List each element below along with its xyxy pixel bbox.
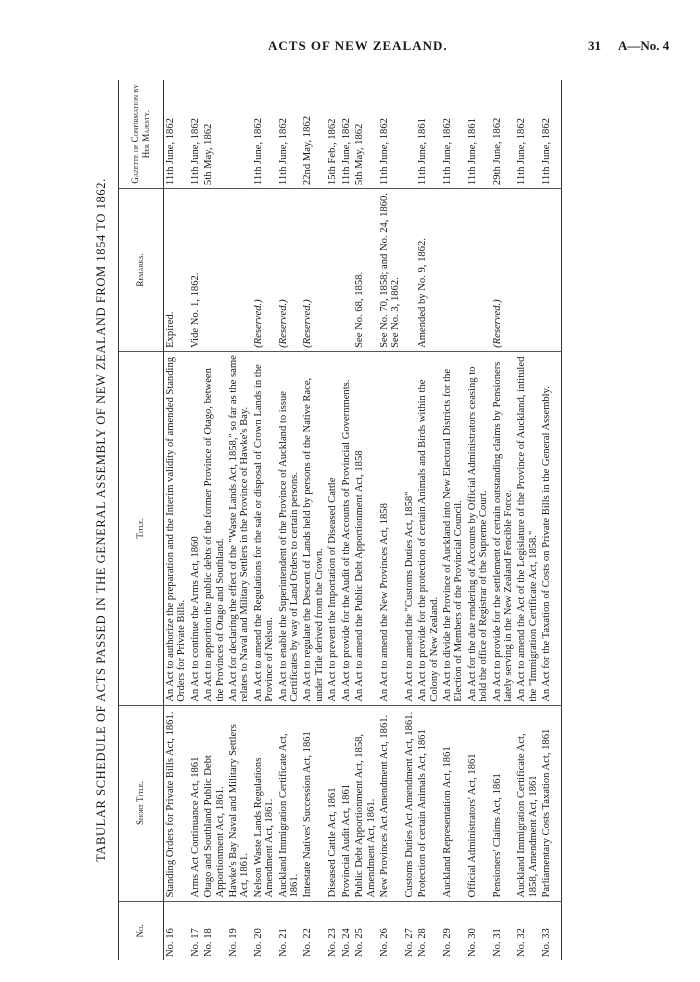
gazette-confirmation: 22nd May, 1862 — [301, 80, 326, 189]
act-remarks — [466, 189, 491, 352]
act-remarks: See No. 68, 1858. — [353, 189, 378, 352]
act-number: No. 31 — [491, 928, 503, 957]
act-title: An Act to continue the Arms Act, 1860 — [189, 351, 202, 705]
act-number: No. 17 — [189, 928, 201, 957]
act-short-title: Customs Duties Act Amendment Act, 1861. — [403, 705, 416, 901]
act-title: An Act to regulate the Descent of Lands held by persons of the Native Race, under Title derived from the Crown. — [301, 351, 326, 705]
gazette-confirmation: 11th June, 1862 — [441, 80, 466, 189]
table-row — [515, 80, 540, 960]
act-title: An Act to amend the Public Debt Apportionment Act, 1858 — [353, 351, 378, 705]
act-number: No. 29 — [441, 928, 453, 957]
table-row — [326, 80, 339, 960]
act-title: An Act to authorize the preparation and the Interim validity of amended Standing Orders for Private Bills. — [164, 351, 189, 705]
act-number: No. 23 — [327, 928, 339, 957]
act-short-title: Official Administrators' Act, 1861 — [466, 705, 491, 901]
act-remarks: See No. 70, 1858; and No. 24, 1860. See No. 3, 1862. — [378, 189, 403, 352]
column-header-short-title: Short Title. — [119, 705, 164, 901]
table-row — [277, 80, 302, 960]
gazette-confirmation: 5th May, 1862 — [353, 80, 378, 189]
gazette-confirmation: 11th June, 1862 — [164, 80, 189, 189]
act-title: An Act for declaring the effect of the "Waste Lands Act, 1858," so far as the same relates to Naval and Military Settlers in the Province of Hawke's Bay. — [227, 351, 252, 705]
act-remarks — [340, 189, 353, 352]
act-number: No. 26 — [378, 928, 390, 957]
act-number: No. 32 — [516, 928, 528, 957]
table-row — [441, 80, 466, 960]
table-row — [202, 80, 227, 960]
table-row — [378, 80, 403, 960]
act-title: An Act to divide the Province of Auckland into New Electoral Districts for the Election of Members of the Provincial Council. — [441, 351, 466, 705]
act-short-title: Diseased Cattle Act, 1861 — [326, 705, 339, 901]
act-title: An Act to amend the Regulations for the sale or disposal of Crown Lands in the Province of Nelson. — [252, 351, 277, 705]
act-title: An Act to provide for the settlement of certain outstanding claims by Pensioners lately serving in the New Zealand Fencible Force. — [491, 351, 516, 705]
act-title: An Act to enable the Superintendent of the Province of Auckland to issue Certificates by way of Land Orders to certain persons. — [277, 351, 302, 705]
act-remarks: (Reserved.) — [491, 189, 516, 352]
act-number: No. 19 — [228, 928, 240, 957]
page-header — [0, 38, 700, 58]
table-row — [189, 80, 202, 960]
gazette-confirmation: 11th June, 1862 — [540, 80, 561, 189]
gazette-confirmation: 11th June, 1862 — [189, 80, 202, 189]
act-remarks — [326, 189, 339, 352]
column-header-remarks: Remarks. — [119, 189, 164, 352]
gazette-confirmation: 11th June, 1861 — [466, 80, 491, 189]
act-short-title: Auckland Immigration Certificate Act, 1861. — [277, 705, 302, 901]
act-short-title: Nelson Waste Lands Regulations Amendment Act, 1861. — [252, 705, 277, 901]
act-remarks — [515, 189, 540, 352]
acts-schedule-table — [118, 80, 562, 960]
act-remarks — [227, 189, 252, 352]
column-header-gazette: Gazette of Confirmation by Her Majesty. — [119, 80, 164, 189]
act-remarks: (Reserved.) — [301, 189, 326, 352]
gazette-confirmation — [227, 80, 252, 189]
act-number: No. 18 — [203, 928, 215, 957]
act-title: An Act to amend the Act of the Legislature of the Province of Auckland, intituled the "Immigration Certificate Act, 1858." — [515, 351, 540, 705]
act-number: No. 21 — [277, 928, 289, 957]
act-number: No. 16 — [165, 928, 176, 957]
gazette-confirmation — [403, 80, 416, 189]
act-remarks — [202, 189, 227, 352]
schedule-title: TABULAR SCHEDULE OF ACTS PASSED IN THE GENERAL ASSEMBLY OF NEW ZEALAND FROM 1854 TO 1862. — [94, 178, 108, 862]
act-short-title: Provincial Audit Act, 1861 — [340, 705, 353, 901]
table-row — [227, 80, 252, 960]
table-row — [252, 80, 277, 960]
gazette-confirmation: 11th June, 1862 — [277, 80, 302, 189]
act-title: An Act to prevent the Importation of Diseased Cattle — [326, 351, 339, 705]
page-number: 31 — [588, 38, 601, 53]
table-header-row — [119, 80, 164, 960]
act-short-title: Otago and Southland Public Debt Apportionment Act, 1861. — [202, 705, 227, 901]
gazette-confirmation: 11th June, 1861 — [416, 80, 441, 189]
act-number: No. 25 — [354, 928, 366, 957]
act-title: An Act to provide for the protection of certain Animals and Birds within the Colony of New Zealand. — [416, 351, 441, 705]
gazette-confirmation: 11th June, 1862 — [252, 80, 277, 189]
table-row — [466, 80, 491, 960]
act-short-title: Hawke's Bay Naval and Military Settlers Act, 1861. — [227, 705, 252, 901]
act-title: An Act to provide for the Audit of the Accounts of Provincial Governments. — [340, 351, 353, 705]
act-short-title: Arms Act Continuance Act, 1861 — [189, 705, 202, 901]
act-short-title: Intestate Natives' Succession Act, 1861 — [301, 705, 326, 901]
gazette-confirmation: 11th June, 1862 — [378, 80, 403, 189]
act-title: An Act to amend the New Provinces Act, 1858 — [378, 351, 403, 705]
gazette-confirmation: 11th June, 1862 — [340, 80, 353, 189]
act-short-title: Auckland Immigration Certificate Act, 1858, Amendment Act, 1861 — [515, 705, 540, 901]
table-row — [164, 80, 189, 960]
act-remarks: (Reserved.) — [277, 189, 302, 352]
gazette-confirmation: 29th June, 1862 — [491, 80, 516, 189]
act-number: No. 28 — [417, 928, 429, 957]
act-number: No. 24 — [340, 928, 352, 957]
column-header-title: Title. — [119, 351, 164, 705]
act-remarks: Amended by No. 9, 1862. — [416, 189, 441, 352]
act-short-title: Pensioners' Claims Act, 1861 — [491, 705, 516, 901]
act-remarks: Vide No. 1, 1862. — [189, 189, 202, 352]
act-number: No. 22 — [302, 928, 314, 957]
table-row — [353, 80, 378, 960]
act-short-title: Standing Orders for Private Bills Act, 1861. — [164, 705, 189, 901]
act-remarks: Expired. — [164, 189, 189, 352]
act-number: No. 20 — [252, 928, 264, 957]
act-title: An Act to apportion the public debts of the former Province of Otago, between the Provinces of Otago and Southland. — [202, 351, 227, 705]
document-reference: A—No. 4 — [618, 38, 670, 53]
table-row — [340, 80, 353, 960]
act-remarks — [540, 189, 561, 352]
act-short-title: Protection of certain Animals Act, 1861 — [416, 705, 441, 901]
act-remarks — [441, 189, 466, 352]
act-number: No. 27 — [403, 928, 415, 957]
act-title: An Act for the due rendering of Accounts by Official Administrators ceasing to hold the office of Registrar of the Supreme Court. — [466, 351, 491, 705]
act-remarks: (Reserved.) — [252, 189, 277, 352]
gazette-confirmation: 5th May, 1862 — [202, 80, 227, 189]
table-row — [540, 80, 561, 960]
table-row — [403, 80, 416, 960]
act-short-title: Parliamentary Costs Taxation Act, 1861 — [540, 705, 561, 901]
act-remarks — [403, 189, 416, 352]
table-row — [301, 80, 326, 960]
act-short-title: Public Debt Apportionment Act, 1858, Amendment Act, 1861. — [353, 705, 378, 901]
act-number: No. 30 — [466, 928, 478, 957]
act-title: An Act to amend the "Customs Duties Act, 1858" — [403, 351, 416, 705]
rotated-schedule-page — [94, 80, 684, 960]
act-title: An Act for the Taxation of Costs on Private Bills in the General Assembly. — [540, 351, 561, 705]
column-header-no: No. — [119, 901, 164, 960]
gazette-confirmation: 11th June, 1862 — [515, 80, 540, 189]
table-row — [416, 80, 441, 960]
act-number: No. 33 — [541, 928, 553, 957]
table-row — [491, 80, 516, 960]
page-title: ACTS OF NEW ZEALAND. — [268, 38, 448, 53]
act-short-title: Auckland Representation Act, 1861 — [441, 705, 466, 901]
act-short-title: New Provinces Act Amendment Act, 1861. — [378, 705, 403, 901]
gazette-confirmation: 15th Feb., 1862 — [326, 80, 339, 189]
table-body — [164, 80, 562, 960]
